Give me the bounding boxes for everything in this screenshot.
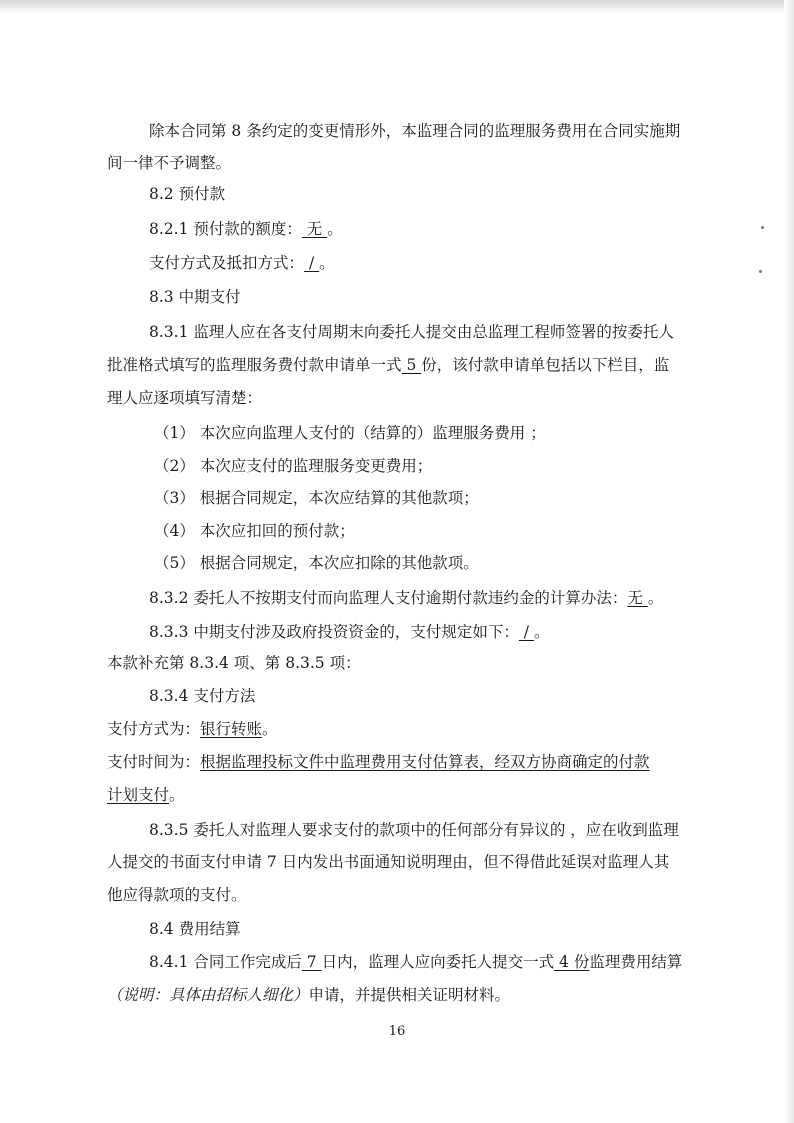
paragraph-line: 本款补充第 8.3.4 项、第 8.3.5 项： [107, 654, 361, 672]
paragraph-line: 他应得款项的支付。 [107, 886, 247, 904]
clause-8-4-1: （说明：具体由招标人细化）申请，并提供相关证明材料。 [107, 986, 511, 1004]
clause-8-4-1: 8.4.1 合同工作完成后 7 日内，监理人应向委托人提交一式 4 份监理费用结算 [149, 953, 683, 971]
section-heading: 8.2 预付款 [149, 185, 226, 203]
list-item: （2） 本次应支付的监理服务变更费用； [154, 457, 433, 475]
paragraph-line: 8.3.5 委托人对监理人要求支付的款项中的任何部分有异议的 ，应在收到监理 [149, 821, 679, 839]
list-item: （1） 本次应向监理人支付的（结算的）监理服务费用 ； [154, 424, 546, 442]
page-number: 16 [388, 1024, 406, 1039]
payment-timing-line: 支付时间为：根据监理投标文件中监理费用支付估算表，经双方协商确定的付款 [107, 753, 650, 771]
clause-8-3-2: 8.3.2 委托人不按期支付而向监理人支付逾期付款违约金的计算办法：无 。 [149, 589, 664, 607]
paragraph-line: 批准格式填写的监理服务费付款申请单一式 5 份，该付款申请单包括以下栏目，监 [107, 356, 670, 374]
list-item: （4） 本次应扣回的预付款； [154, 522, 355, 540]
paragraph-line: 人提交的书面支付申请 7 日内发出书面通知说明理由，但不得借此延误对监理人其 [107, 853, 670, 871]
section-heading: 8.4 费用结算 [149, 920, 241, 938]
paragraph-line: 间一律不予调整。 [107, 154, 232, 172]
scan-edge [0, 0, 794, 14]
list-item: （3） 根据合同规定，本次应结算的其他款项； [154, 489, 479, 507]
penalty-method-value: 无 [627, 589, 648, 607]
advance-amount-value: 无 [301, 220, 328, 238]
clause-8-3-3: 8.3.3 中期支付涉及政府投资资金的，支付规定如下： / 。 [149, 623, 550, 641]
section-heading: 8.3 中期支付 [149, 288, 241, 306]
gov-funding-value: / [518, 623, 534, 641]
paragraph-line: 除本合同第 8 条约定的变更情形外，本监理合同的监理服务费用在合同实施期 [149, 122, 681, 140]
paragraph-line: 8.3.1 监理人应在各支付周期末向委托人提交由总监理工程师签署的按委托人 [149, 323, 674, 341]
deduction-method-value: / [304, 254, 320, 272]
paragraph-line: 理人应逐项填写清楚： [107, 389, 263, 407]
copy-count-value: 5 [401, 356, 422, 374]
explanatory-note: （说明：具体由招标人细化） [107, 986, 309, 1004]
payment-timing-value: 根据监理投标文件中监理费用支付估算表，经双方协商确定的付款 [200, 753, 650, 771]
payment-deduction-method: 支付方式及抵扣方式： / 。 [149, 254, 335, 272]
payment-method-value: 银行转账 [200, 720, 263, 738]
section-heading: 8.3.4 支付方法 [149, 687, 256, 705]
clause-8-2-1: 8.2.1 预付款的额度： 无 。 [149, 220, 343, 238]
copies-value: 4 份 [554, 953, 590, 971]
days-value: 7 [301, 953, 322, 971]
payment-timing-line: 计划支付。 [107, 786, 185, 804]
list-item: （5） 根据合同规定，本次应扣除的其他款项。 [154, 554, 479, 572]
payment-method-line: 支付方式为：银行转账。 [107, 720, 278, 738]
payment-timing-value: 计划支付 [107, 786, 170, 804]
